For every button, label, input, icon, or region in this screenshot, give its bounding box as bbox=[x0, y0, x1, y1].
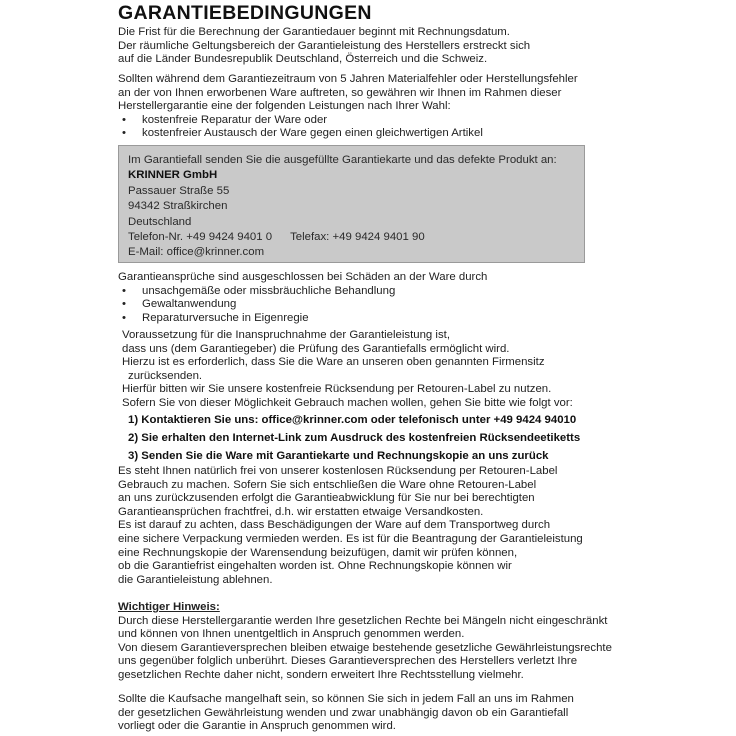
contact-intro: Im Garantiefall senden Sie die ausgefüllte Garantiekarte und das defekte Produkt an: bbox=[128, 154, 557, 166]
text-line: die Garantieleistung ablehnen. bbox=[118, 573, 273, 586]
text-line: Der räumliche Geltungsbereich der Garantieleistung des Herstellers erstreckt sich bbox=[118, 39, 531, 52]
bullet-icon: • bbox=[122, 284, 126, 297]
note-title: Wichtiger Hinweis: bbox=[118, 601, 220, 613]
street: Passauer Straße 55 bbox=[128, 184, 230, 197]
page-title: GARANTIEBEDINGUNGEN bbox=[118, 2, 372, 24]
bullet-icon: • bbox=[122, 311, 126, 324]
text-line: gesetzlichen Rechte daher nicht, sondern erweitert Ihre Rechtsstellung vielmehr. bbox=[118, 668, 524, 681]
list-item: • kostenfreier Austausch der Ware gegen einen gleichwertigen Artikel bbox=[122, 127, 483, 140]
text-line: Hierfür bitten wir Sie unsere kostenfreie Rücksendung per Retouren-Label zu nutzen. bbox=[122, 383, 552, 396]
text-line: und können von Ihnen unentgeltlich in Anspruch genommen werden. bbox=[118, 628, 465, 641]
exclusions-paragraph bbox=[118, 271, 487, 325]
phone-fax-line bbox=[128, 230, 584, 245]
step-1: 1) Kontaktieren Sie uns: office@krinner.com oder telefonisch unter +49 9424 94010 bbox=[128, 414, 577, 426]
text-line: der gesetzlichen Gewährleistung wenden und zwar unabhängig davon ob ein Garantiefall bbox=[118, 706, 569, 719]
text-line: dass uns (dem Garantiegeber) die Prüfung des Garantiefalls ermöglicht wird. bbox=[122, 342, 510, 355]
text-line: uns gegenüber folglich unberührt. Dieses Garantieversprechen des Herstellers verletzt Ihre bbox=[118, 655, 578, 668]
text-line: Herstellergarantie eine der folgenden Leistungen nach Ihrer Wahl: bbox=[118, 100, 451, 113]
list-item: • Reparaturversuche in Eigenregie bbox=[122, 311, 309, 324]
list-item: • unsachgemäße oder missbräuchliche Behandlung bbox=[122, 284, 396, 297]
text-line: Hierzu ist es erforderlich, dass Sie die Ware an unseren oben genannten Firmensitz bbox=[122, 356, 545, 369]
text-line: Garantieansprüche sind ausgeschlossen bei Schäden an der Ware durch bbox=[118, 271, 488, 283]
requirements-paragraph bbox=[122, 329, 573, 411]
return-steps bbox=[128, 411, 580, 465]
text-line: Von diesem Garantieversprechen bleiben etwaige bestehende gesetzliche Gewährleistungsrechte bbox=[118, 641, 612, 654]
text-line: Es steht Ihnen natürlich frei von unserer kostenlosen Rücksendung per Retouren-Label bbox=[118, 465, 558, 477]
email: E-Mail: office@krinner.com bbox=[128, 246, 265, 259]
step-3: 3) Senden Sie die Ware mit Garantiekarte und Rechnungskopie an uns zurück bbox=[128, 450, 549, 462]
text-line: Sollten während dem Garantiezeitraum von 5 Jahren Materialfehler oder Herstellungsfehler bbox=[118, 73, 578, 85]
contact-box bbox=[118, 145, 585, 263]
text-line: an der von Ihnen erworbenen Ware auftreten, so gewähren wir Ihnen im Rahmen dieser bbox=[118, 86, 562, 99]
text-line: Sollte die Kaufsache mangelhaft sein, so können Sie sich in jedem Fall an uns im Rahmen bbox=[118, 693, 574, 705]
return-info-paragraph bbox=[118, 465, 583, 587]
text-line: Gebrauch zu machen. Sofern Sie sich entschließen die Ware ohne Retouren-Label bbox=[118, 478, 537, 491]
text-line: Durch diese Herstellergarantie werden Ihre gesetzlichen Rechte bei Mängeln nicht eingeschränkt bbox=[118, 614, 608, 627]
phone: Telefon-Nr. +49 9424 9401 0 bbox=[128, 231, 273, 244]
closing-paragraph bbox=[118, 693, 574, 734]
country: Deutschland bbox=[128, 215, 192, 228]
company-name: KRINNER GmbH bbox=[128, 169, 218, 182]
bullet-icon: • bbox=[122, 298, 126, 311]
bullet-icon: • bbox=[122, 113, 126, 126]
list-item: • Gewaltanwendung bbox=[122, 298, 237, 311]
text-line: auf die Länder Bundesrepublik Deutschland, Österreich und die Schweiz. bbox=[118, 53, 488, 66]
services-list bbox=[118, 114, 578, 141]
text-line: eine Rechnungskopie der Warensendung beizufügen, damit wir prüfen können, bbox=[118, 546, 518, 559]
text-line: Garantieansprüchen frachtfrei, d.h. wir erstatten etwaige Versandkosten. bbox=[118, 505, 484, 518]
list-item: • kostenfreie Reparatur der Ware oder bbox=[122, 113, 328, 126]
text-line: Es ist darauf zu achten, dass Beschädigungen der Ware auf dem Transportweg durch bbox=[118, 519, 551, 532]
bullet-icon: • bbox=[122, 127, 126, 140]
text-line: eine sichere Verpackung vermieden werden. Es ist für die Beantragung der Garantieleistung bbox=[118, 532, 583, 545]
text-line: vorliegt oder die Garantie in Anspruch genommen wird. bbox=[118, 720, 396, 733]
note-paragraph bbox=[118, 601, 612, 683]
defects-paragraph bbox=[118, 73, 578, 141]
text-line: Sofern Sie von dieser Möglichkeit Gebrauch machen wollen, gehen Sie bitte wie folgt vor: bbox=[122, 396, 573, 409]
text-line: Voraussetzung für die Inanspruchnahme der Garantieleistung ist, bbox=[122, 329, 450, 341]
fax: Telefax: +49 9424 9401 90 bbox=[290, 231, 425, 244]
step-2: 2) Sie erhalten den Internet-Link zum Ausdruck des kostenfreien Rücksendeetiketts bbox=[128, 432, 581, 444]
text-line: ob die Garantiefrist eingehalten worden ist. Ohne Rechnungskopie können wir bbox=[118, 560, 512, 573]
text-line: an uns zurückzusenden erfolgt die Garantieabwicklung für Sie nur bei berechtigten bbox=[118, 492, 535, 505]
city: 94342 Straßkirchen bbox=[128, 200, 228, 213]
intro-paragraph bbox=[118, 26, 530, 67]
exclusions-list bbox=[118, 285, 487, 326]
text-line: Die Frist für die Berechnung der Garantiedauer beginnt mit Rechnungsdatum. bbox=[118, 26, 510, 38]
text-line: zurücksenden. bbox=[128, 369, 203, 382]
